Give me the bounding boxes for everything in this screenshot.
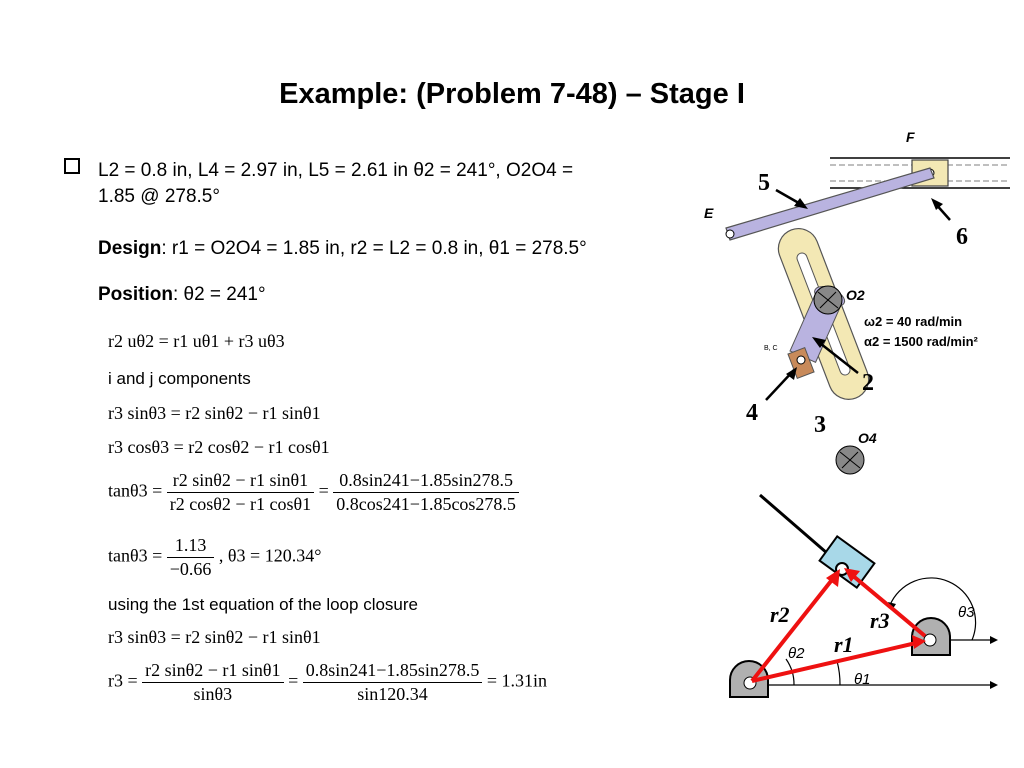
tan-denominator-values: 0.8cos241−1.85cos278.5: [336, 494, 516, 514]
slide-title: Example: (Problem 7-48) – Stage I: [279, 78, 745, 110]
label-F: F: [906, 129, 915, 145]
label-O4: O4: [858, 430, 877, 446]
tan-result-fraction: [167, 535, 215, 580]
position-text: : θ2 = 241°: [172, 284, 266, 305]
r3-numerator-values: 0.8sin241−1.85sin278.5: [303, 660, 483, 683]
omega2-text: ω2 = 40 rad/min: [864, 314, 963, 329]
tan-lhs: tanθ3 =: [108, 480, 163, 501]
label-O2: O2: [846, 287, 865, 303]
bullet-checkbox-icon: [64, 158, 80, 174]
link-label-6: 6: [956, 224, 968, 250]
eq-cos-component: r3 cosθ3 = r2 cosθ2 − r1 cosθ1: [108, 437, 330, 457]
angle-label-theta1: θ1: [854, 671, 871, 688]
given-values: [98, 158, 678, 210]
eq-sin-component-2: r3 sinθ3 = r2 sinθ2 − r1 sinθ1: [108, 627, 321, 647]
vector-label-r3: r3: [870, 608, 890, 633]
angle-label-theta3: θ3: [958, 604, 975, 621]
angular-velocity-accel: [864, 312, 978, 352]
link-label-5: 5: [758, 170, 770, 196]
tan-result-lhs: tanθ3 =: [108, 545, 163, 566]
r3-denominator: sinθ3: [193, 684, 233, 704]
link-label-4: 4: [746, 400, 758, 426]
r3-lhs: r3 =: [108, 670, 138, 691]
link-label-3: 3: [814, 412, 826, 438]
position-label: Position: [98, 284, 173, 305]
tan-result-numerator: 1.13: [167, 535, 215, 558]
position-line: [98, 282, 498, 308]
given-line1: L2 = 0.8 in, L4 = 2.97 in, L5 = 2.61 in θ2 = 241°, O2O4 =: [98, 160, 574, 181]
angle-label-theta2: θ2: [788, 645, 805, 662]
r3-numeric-fraction: [303, 660, 483, 705]
vector-label-r2: r2: [770, 602, 790, 627]
r3-denominator-values: sin120.34: [357, 684, 428, 704]
eq-components-text: i and j components: [108, 369, 251, 388]
theta3-result: , θ3 = 120.34°: [218, 545, 322, 566]
label-BC: B, C: [764, 345, 778, 352]
given-line2: 1.85 @ 278.5°: [98, 186, 220, 207]
using-first-equation-text: using the 1st equation of the loop closure: [108, 595, 418, 614]
eq-r3: r3 = $\frac{r2 \sin\theta 2 - r1 \sin\theta 1}{\sin\theta 3}$ = $\frac{0.8\sin 241-1.85\sin 278.5}{\sin 120.34}$ = 1.31in: [108, 660, 548, 704]
alpha2-text: α2 = 1500 rad/min²: [864, 334, 978, 349]
design-text: : r1 = O2O4 = 1.85 in, r2 = L2 = 0.8 in, θ1 = 278.5°: [161, 238, 587, 259]
tan-symbolic-fraction: [167, 470, 314, 515]
vector-label-r1: r1: [834, 632, 854, 657]
design-label: Design: [98, 238, 162, 259]
r3-result: = 1.31in: [486, 670, 548, 691]
tan-result-denominator: −0.66: [169, 559, 212, 579]
slider-block: [820, 536, 875, 587]
eq-loop-closure: r2 uθ2 = r1 uθ1 + r3 uθ3: [108, 331, 285, 351]
tan-numeric-fraction: [333, 470, 519, 515]
r3-numerator: r2 sinθ2 − r1 sinθ1: [142, 660, 283, 683]
eq-sin-component: r3 sinθ3 = r2 sinθ2 − r1 sinθ1: [108, 403, 321, 423]
tan-numerator: r2 sinθ2 − r1 sinθ1: [167, 470, 314, 493]
tan-denominator: r2 cosθ2 − r1 cosθ1: [169, 494, 312, 514]
eq-tan-theta3: tanθ3 = $\frac{r2 \sin\theta 2 - r1 \sin\theta 1}{r2 \cos\theta 2 - r1 \cos\theta 1}$ = $\frac{0.8\sin 241-1.85\sin 278.5}{0.8\cos 241-1.85\cos 278.5}$: [108, 470, 519, 515]
link-label-2: 2: [862, 370, 874, 396]
eq-tan-result: [108, 535, 321, 580]
design-line: [98, 236, 678, 262]
tan-numerator-values: 0.8sin241−1.85sin278.5: [333, 470, 519, 493]
r3-symbolic-fraction: [142, 660, 283, 705]
label-E: E: [704, 205, 714, 221]
